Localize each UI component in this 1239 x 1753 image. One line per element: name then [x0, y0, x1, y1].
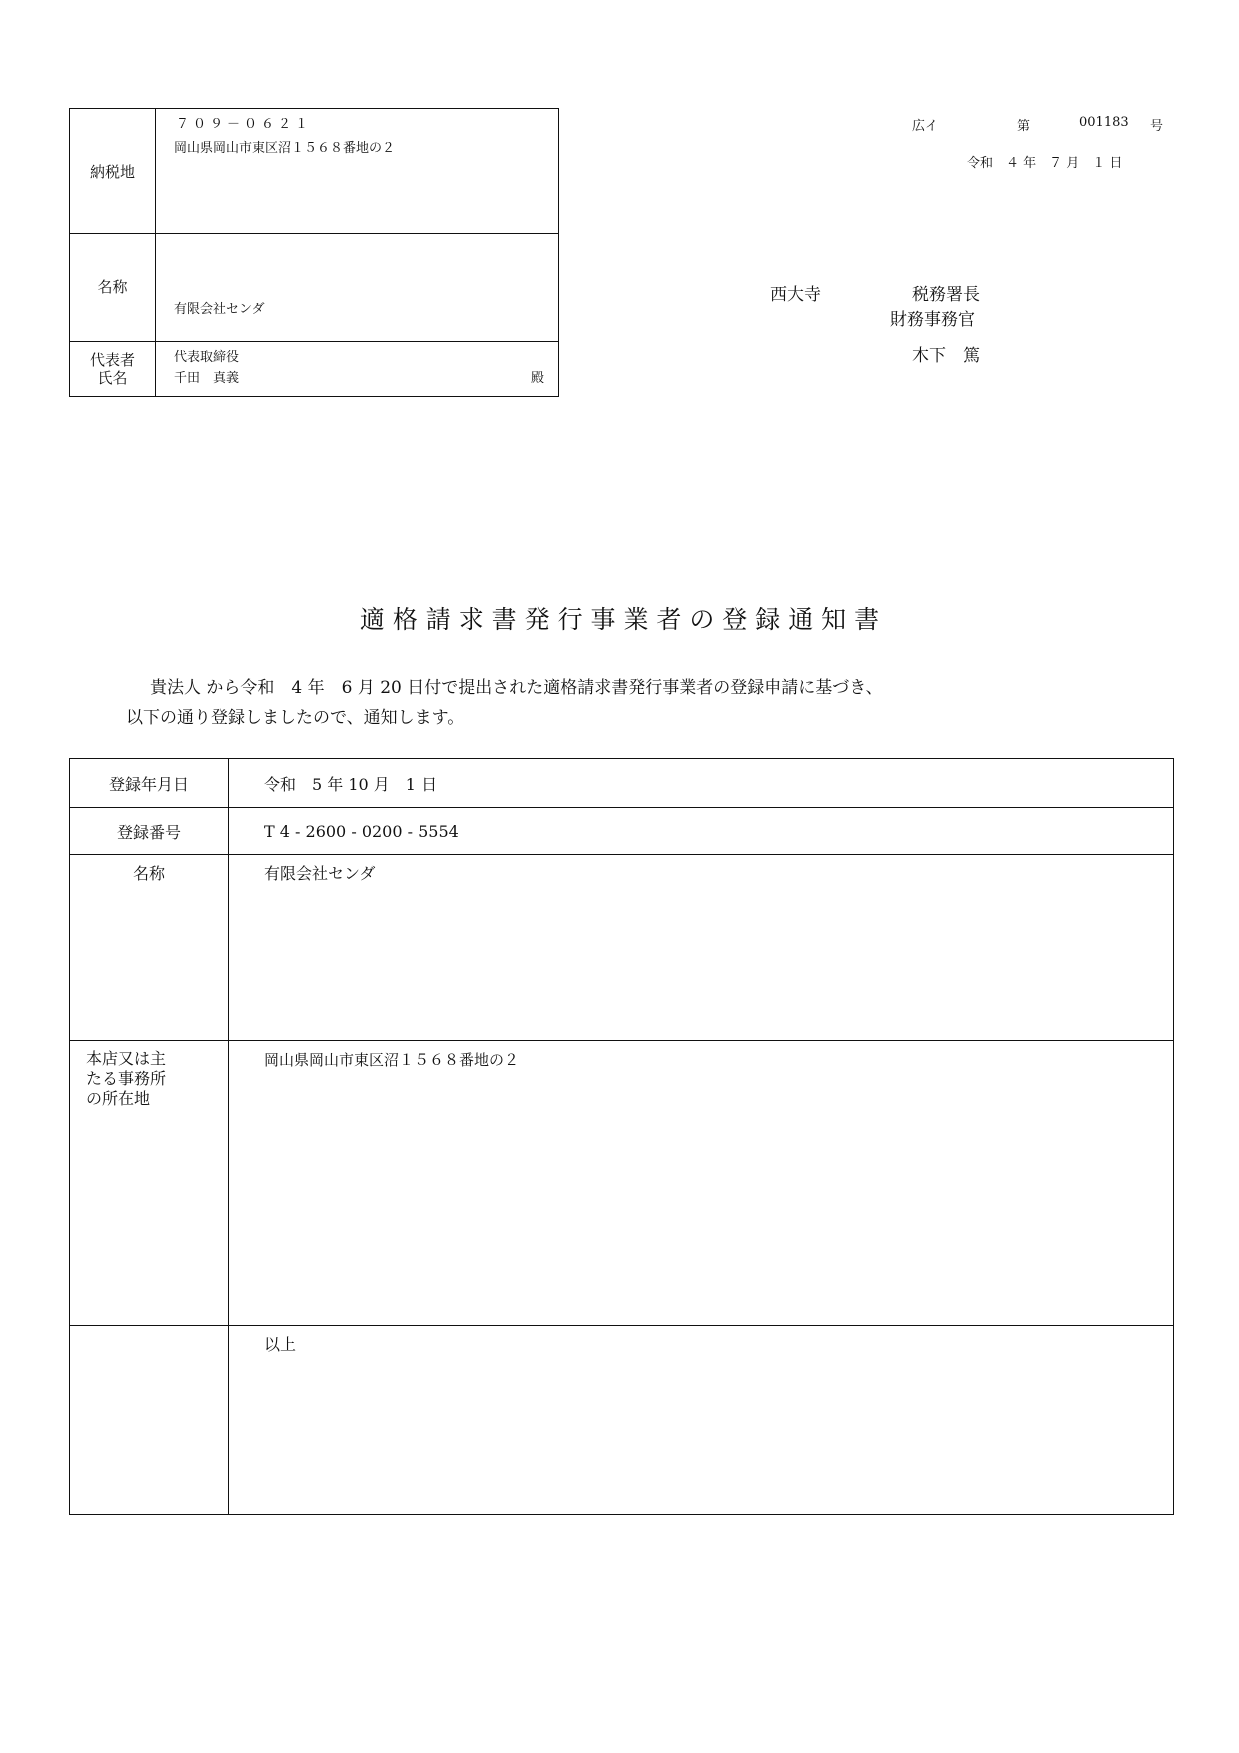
table-row [70, 808, 1174, 855]
registered-name: 有限会社センダ [229, 855, 1174, 1041]
tax-place-cell [156, 109, 559, 234]
registration-table [69, 758, 1174, 1515]
doc-number: 001183 [1079, 115, 1129, 130]
doc-number-dai: 第 [1017, 119, 1031, 134]
honorific: 殿 [530, 371, 544, 386]
addressee-table [69, 108, 559, 397]
row-label-number: 登録番号 [70, 808, 229, 855]
doc-number-prefix: 広イ [912, 119, 939, 134]
registration-date: 令和 5 年 10 月 1 日 [229, 759, 1174, 808]
tax-place-address: 岡山県岡山市東区沼１５６８番地の２ [174, 141, 396, 156]
row-label-empty [70, 1326, 229, 1515]
issuer-title1: 税務署長 [912, 285, 980, 305]
postal-code: ７０９－０６２１ [176, 117, 313, 132]
registration-number: T 4 - 2600 - 0200 - 5554 [229, 808, 1174, 855]
row-label-name: 名称 [70, 855, 229, 1041]
rep-label: 代表者 氏名 [70, 342, 156, 397]
name-cell [156, 234, 559, 342]
issuer-title2: 財務事務官 [890, 310, 975, 330]
registered-address: 岡山県岡山市東区沼１５６８番地の２ [229, 1041, 1174, 1326]
tax-place-label: 納税地 [70, 109, 156, 234]
body-line-1: 貴法人 から令和 4 年 6 月 20 日付で提出された適格請求書発行事業者の登録申請に基づき、 [150, 678, 883, 698]
closing-ijou: 以上 [229, 1326, 1174, 1515]
rep-name: 千田 真義 [174, 371, 240, 386]
table-row [70, 1326, 1174, 1515]
row-label-date: 登録年月日 [70, 759, 229, 808]
table-row [70, 759, 1174, 808]
row-label-address: 本店又は主 たる事務所 の所在地 [70, 1041, 229, 1326]
doc-number-go: 号 [1150, 119, 1164, 134]
rep-cell [156, 342, 559, 397]
table-row [70, 855, 1174, 1041]
issue-date: 令和 ４ 年 ７ 月 １ 日 [967, 156, 1123, 171]
issuer-name: 木下 篤 [912, 346, 980, 366]
body-line-2: 以下の通り登録しましたので、通知します。 [126, 708, 465, 728]
table-row [70, 1041, 1174, 1326]
rep-title: 代表取締役 [174, 350, 240, 365]
page-title: 適 格 請 求 書 発 行 事 業 者 の 登 録 通 知 書 [359, 605, 880, 634]
name-label: 名称 [70, 234, 156, 342]
issuer-office: 西大寺 [770, 285, 821, 305]
name-value: 有限会社センダ [174, 302, 265, 317]
